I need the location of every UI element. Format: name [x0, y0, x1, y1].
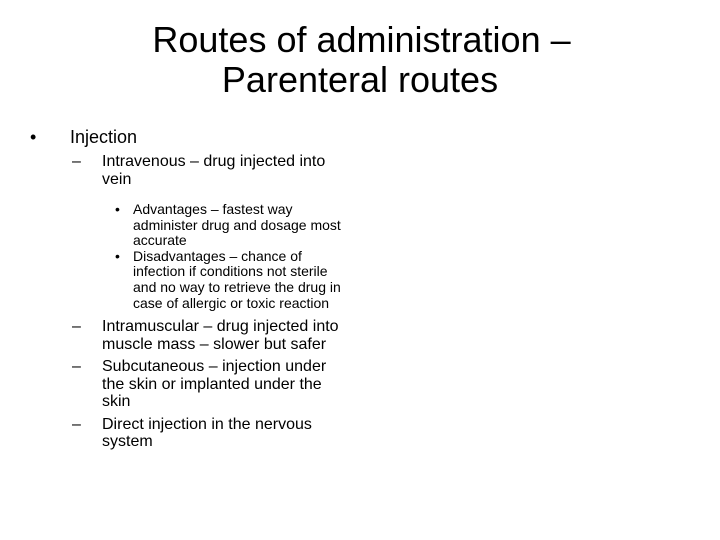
bullet-icon: • — [30, 127, 37, 147]
dash-icon: – — [72, 415, 81, 433]
item-direct-injection — [30, 416, 390, 451]
bullet-injection-label: Injection — [70, 127, 138, 147]
item-direct-injection-text: Direct injection in the nervous system — [102, 415, 312, 451]
item-subcutaneous-text: Subcutaneous – injection under the skin or implanted under the skin — [102, 358, 327, 411]
dash-icon: – — [72, 153, 81, 170]
subitem-disadvantages — [30, 249, 390, 311]
title-line-1: Routes of administration – — [152, 19, 571, 60]
dash-icon: – — [72, 318, 81, 336]
item-intramuscular-text: Intramuscular – drug injected into muscle mass – slower but safer — [102, 318, 339, 353]
item-intravenous — [30, 153, 390, 188]
item-intravenous-text: Intravenous – drug injected into vein — [102, 153, 326, 188]
slide-body — [30, 127, 390, 451]
bullet-injection — [30, 127, 390, 148]
subitem-advantages — [30, 202, 390, 249]
bullet-icon: • — [115, 247, 120, 264]
title-line-2: Parenteral routes — [221, 59, 499, 100]
bullet-icon: • — [115, 201, 120, 217]
subitem-advantages-text: Advantages – fastest way administer drug and dosage most accurate — [133, 201, 341, 249]
item-subcutaneous — [30, 358, 390, 411]
slide-title — [0, 20, 720, 100]
dash-icon: – — [72, 358, 81, 376]
item-intramuscular — [30, 318, 390, 353]
subitem-disadvantages-text: Disadvantages – chance of infection if conditions not sterile and no way to retrieve the drug in case of allergic or toxic reaction — [133, 247, 341, 311]
